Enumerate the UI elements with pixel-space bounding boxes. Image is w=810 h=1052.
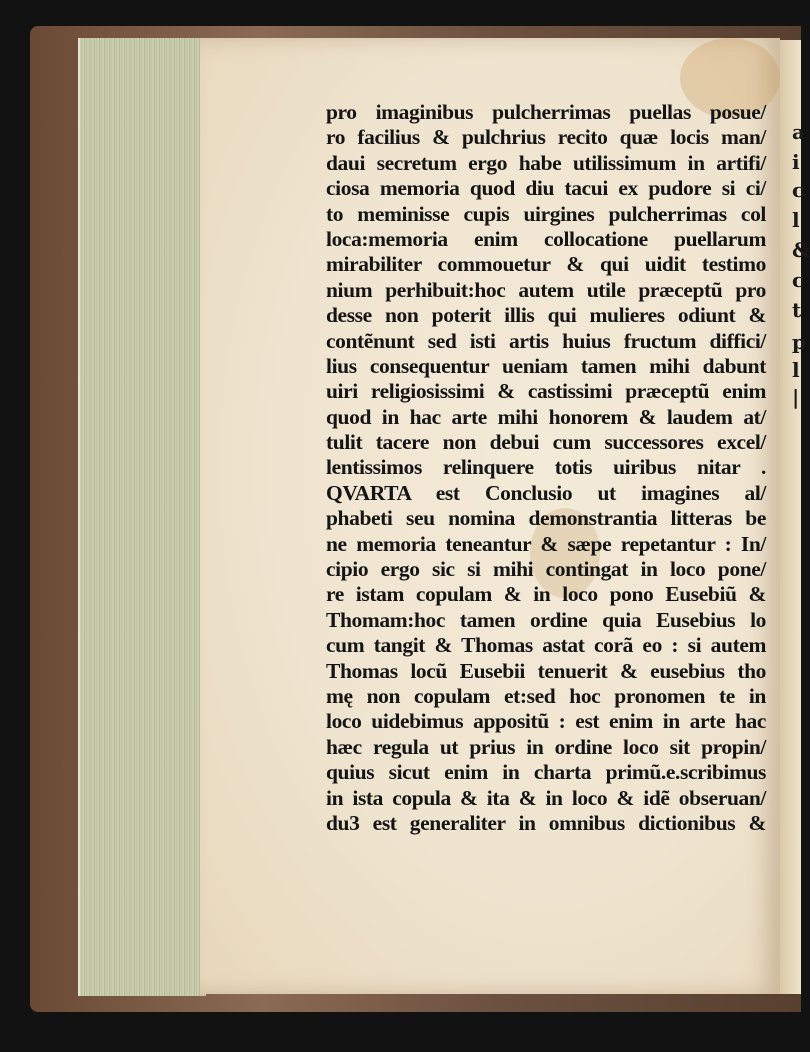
- text-line: re istam copulam & in loco pono Eusebiũ &: [326, 582, 766, 607]
- text-line: Thomam:hoc tamen ordine quia Eusebius lo: [326, 607, 766, 632]
- next-page-glyph: a: [792, 120, 805, 144]
- text-line: contẽnunt sed isti artis huius fructum diffici/: [326, 328, 766, 353]
- text-line: in ista copula & ita & in loco & idẽ obseruan/: [326, 785, 766, 810]
- text-line: nium perhibuit:hoc autem utile præceptũ pro: [326, 277, 766, 302]
- text-line: uiri religiosissimi & castissimi præceptũ enim: [326, 379, 766, 404]
- text-line: loco uidebimus appositũ : est enim in arte hac: [326, 709, 766, 734]
- text-line: lentissimos relinquere totis uiribus nitar .: [326, 455, 766, 480]
- text-line: tulit tacere non debui cum successores excel/: [326, 430, 766, 455]
- next-page-glyph: p: [792, 330, 806, 354]
- text-line: desse non poterit illis qui mulieres odiunt &: [326, 303, 766, 328]
- text-line: lius consequentur ueniam tamen mihi dabunt: [326, 353, 766, 378]
- next-page-glyph: l: [792, 358, 800, 382]
- text-line: mę non copulam et:sed hoc pronomen te in: [326, 683, 766, 708]
- next-page-glyph: t: [792, 298, 802, 322]
- next-page-glyph: l: [792, 208, 800, 232]
- page-edges: [78, 38, 206, 996]
- next-page-edge: [780, 40, 810, 994]
- text-line: mirabiliter commouetur & qui uidit testimo: [326, 252, 766, 277]
- text-line: cum tangit & Thomas astat corã eo : si autem: [326, 633, 766, 658]
- text-line: daui secretum ergo habe utilissimum in artifi/: [326, 150, 766, 175]
- text-line: QVARTA est Conclusio ut imagines al/: [326, 480, 766, 505]
- text-line: pro imaginibus pulcherrimas puellas posue/: [326, 100, 766, 124]
- page-text: [326, 100, 766, 836]
- text-line: cipio ergo sic si mihi contingat in loco pone/: [326, 557, 766, 582]
- text-line: ne memoria teneantur & sæpe repetantur : In/: [326, 531, 766, 556]
- text-line: du3 est generaliter in omnibus dictionibus &: [326, 810, 766, 835]
- text-line: to meminisse cupis uirgines pulcherrimas col: [326, 201, 766, 226]
- text-line: quod in hac arte mihi honorem & laudem at/: [326, 404, 766, 429]
- next-page-glyph: i: [792, 150, 800, 174]
- next-page-glyph: |: [792, 385, 800, 409]
- next-page-glyph: c: [792, 178, 805, 202]
- next-page-glyph: c: [792, 268, 805, 292]
- text-line: ciosa memoria quod diu tacui ex pudore si ci/: [326, 176, 766, 201]
- text-line: quius sicut enim in charta primũ.e.scribimus: [326, 760, 766, 785]
- next-page-glyph: &: [792, 238, 810, 262]
- text-line: Thomas locũ Eusebii tenuerit & eusebius tho: [326, 658, 766, 683]
- text-line: hæc regula ut prius in ordine loco sit propin/: [326, 734, 766, 759]
- text-line: phabeti seu nomina demonstrantia litteras be: [326, 506, 766, 531]
- text-line: loca:memoria enim collocatione puellarum: [326, 226, 766, 251]
- text-line: ro facilius & pulchrius recito quæ locis man/: [326, 125, 766, 150]
